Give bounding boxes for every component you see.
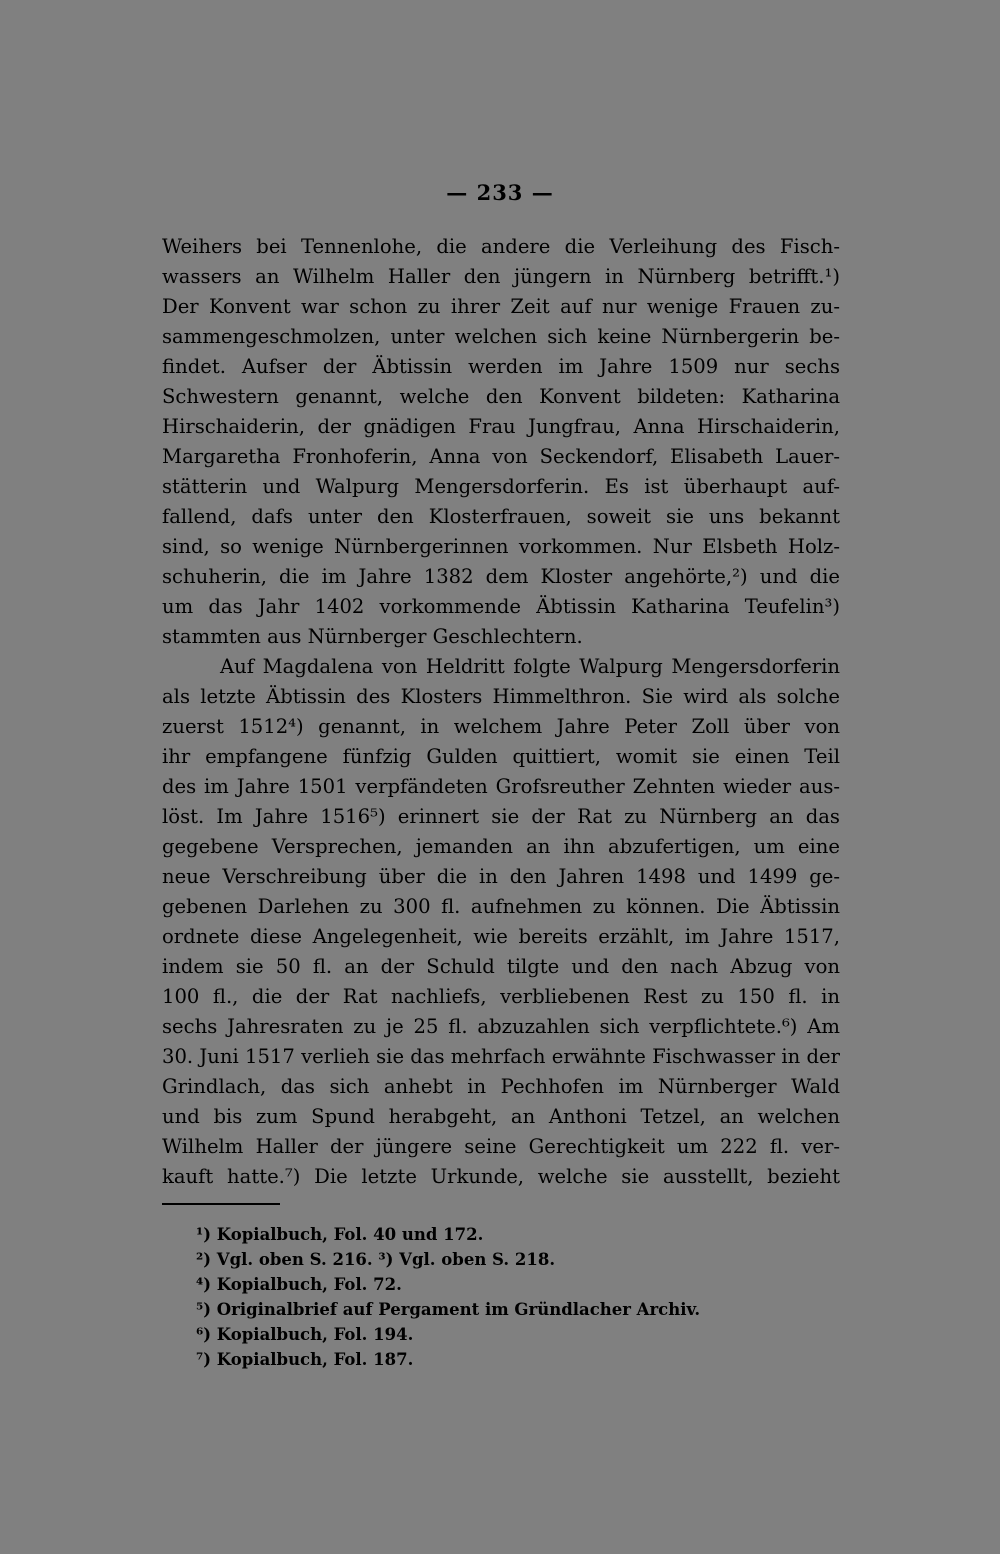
footnote: ¹) Kopialbuch, Fol. 40 und 172.: [196, 1225, 484, 1244]
text-line: schuherin, die im Jahre 1382 dem Kloster angehörte,²) und die: [162, 565, 840, 588]
text-line: Wilhelm Haller der jüngere seine Gerechtigkeit um 222 fl. ver-: [162, 1135, 840, 1158]
text-line: sind, so wenige Nürnbergerinnen vorkommen. Nur Elsbeth Holz-: [162, 535, 840, 558]
text-line: Schwestern genannt, welche den Konvent bildeten: Katharina: [162, 385, 840, 408]
footnote: ⁶) Kopialbuch, Fol. 194.: [196, 1325, 414, 1344]
footnote: ²) Vgl. oben S. 216. ³) Vgl. oben S. 218.: [196, 1250, 556, 1269]
text-line: kauft hatte.⁷) Die letzte Urkunde, welche sie ausstellt, bezieht: [162, 1165, 840, 1188]
text-line: um das Jahr 1402 vorkommende Äbtissin Katharina Teufelin³): [162, 595, 840, 618]
text-line-paragraph-end: stammten aus Nürnberger Geschlechtern.: [162, 625, 583, 648]
text-line: sechs Jahresraten zu je 25 fl. abzuzahlen sich verpflichtete.⁶) Am: [162, 1015, 840, 1038]
body-text: [162, 232, 840, 1192]
text-line: Hirschaiderin, der gnädigen Frau Jungfrau, Anna Hirschaiderin,: [162, 415, 840, 438]
text-line: gegebene Versprechen, jemanden an ihn abzufertigen, um eine: [162, 835, 840, 858]
text-line: stätterin und Walpurg Mengersdorferin. Es ist überhaupt auf-: [162, 475, 840, 498]
text-line: sammengeschmolzen, unter welchen sich keine Nürnbergerin be-: [162, 325, 840, 348]
text-line: 100 fl., die der Rat nachliefs, verbliebenen Rest zu 150 fl. in: [162, 985, 840, 1008]
text-line: als letzte Äbtissin des Klosters Himmelthron. Sie wird als solche: [162, 685, 840, 708]
footnote: ⁵) Originalbrief auf Pergament im Gründlacher Archiv.: [196, 1300, 701, 1319]
text-line: fallend, dafs unter den Klosterfrauen, soweit sie uns bekannt: [162, 505, 840, 528]
text-line-paragraph-start: Auf Magdalena von Heldritt folgte Walpurg Mengersdorferin: [220, 655, 840, 678]
page-number: — 233 —: [446, 180, 554, 205]
footnote-divider: [162, 1203, 280, 1205]
text-line: ordnete diese Angelegenheit, wie bereits erzählt, im Jahre 1517,: [162, 925, 840, 948]
footnotes: [196, 1222, 796, 1372]
text-line: findet. Aufser der Äbtissin werden im Jahre 1509 nur sechs: [162, 355, 840, 378]
footnote: ⁴) Kopialbuch, Fol. 72.: [196, 1275, 402, 1294]
text-line: neue Verschreibung über die in den Jahren 1498 und 1499 ge-: [162, 865, 840, 888]
text-line: gebenen Darlehen zu 300 fl. aufnehmen zu können. Die Äbtissin: [162, 895, 840, 918]
text-line: wassers an Wilhelm Haller den jüngern in Nürnberg betrifft.¹): [162, 265, 840, 288]
text-line: Margaretha Fronhoferin, Anna von Seckendorf, Elisabeth Lauer-: [162, 445, 840, 468]
text-line: ihr empfangene fünfzig Gulden quittiert, womit sie einen Teil: [162, 745, 840, 768]
text-line: des im Jahre 1501 verpfändeten Grofsreuther Zehnten wieder aus-: [162, 775, 840, 798]
text-line: und bis zum Spund herabgeht, an Anthoni Tetzel, an welchen: [162, 1105, 840, 1128]
footnote: ⁷) Kopialbuch, Fol. 187.: [196, 1350, 414, 1369]
text-line: indem sie 50 fl. an der Schuld tilgte und den nach Abzug von: [162, 955, 840, 978]
text-line: zuerst 1512⁴) genannt, in welchem Jahre Peter Zoll über von: [162, 715, 840, 738]
text-line: Der Konvent war schon zu ihrer Zeit auf nur wenige Frauen zu-: [162, 295, 840, 318]
text-line: Weihers bei Tennenlohe, die andere die Verleihung des Fisch-: [162, 235, 840, 258]
text-line: löst. Im Jahre 1516⁵) erinnert sie der Rat zu Nürnberg an das: [162, 805, 840, 828]
text-line: Grindlach, das sich anhebt in Pechhofen im Nürnberger Wald: [162, 1075, 840, 1098]
text-line: 30. Juni 1517 verlieh sie das mehrfach erwähnte Fischwasser in der: [162, 1045, 840, 1068]
